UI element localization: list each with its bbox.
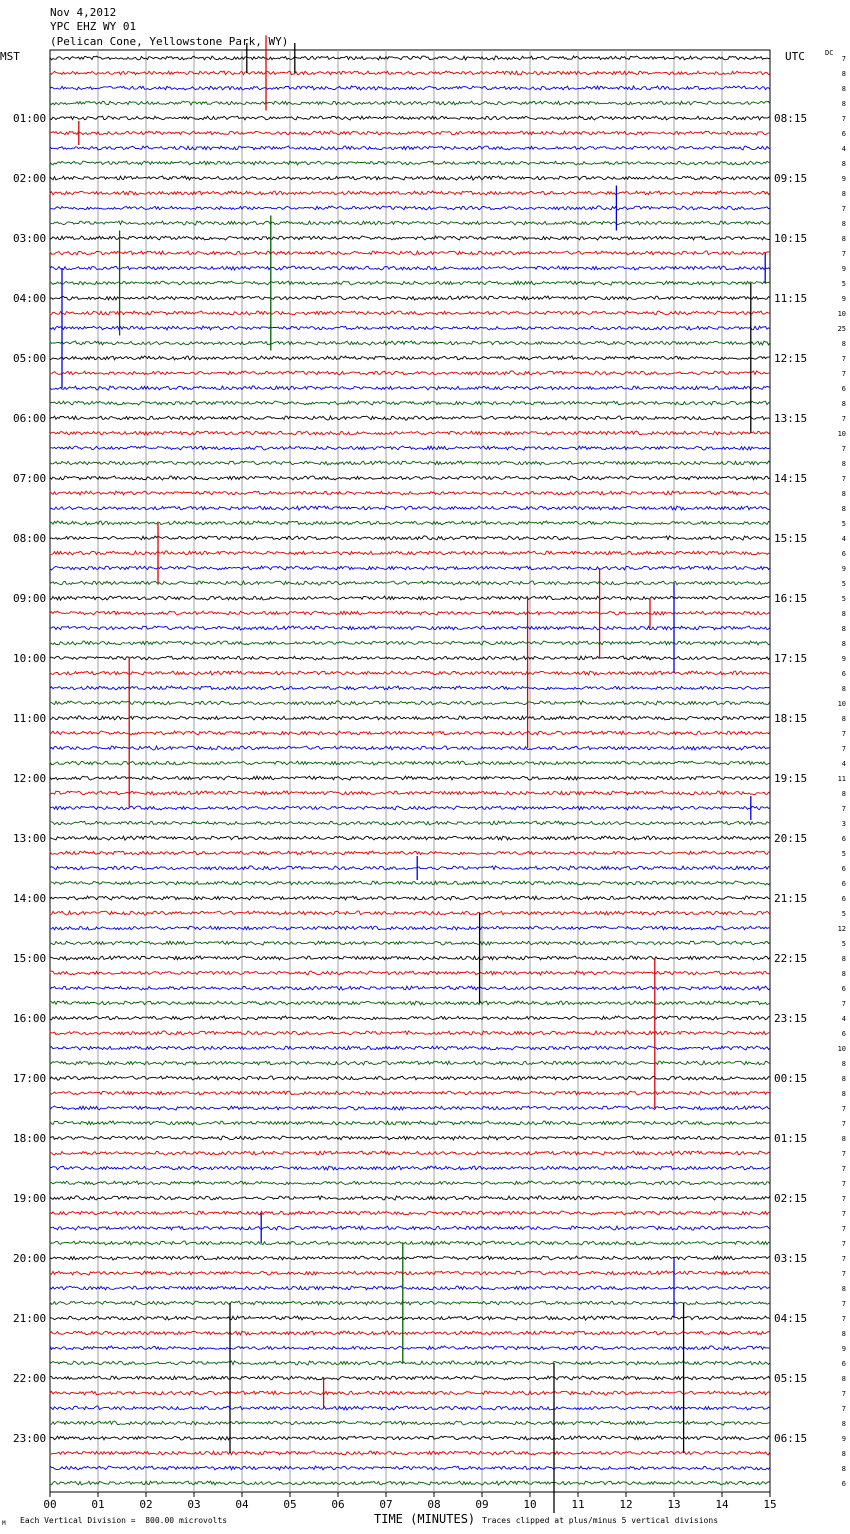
dc-offset-value: 9 bbox=[841, 295, 846, 303]
dc-offset-value: 6 bbox=[841, 670, 846, 678]
trace-row-75 bbox=[50, 1181, 770, 1185]
dc-offset-value: 7 bbox=[841, 1225, 846, 1233]
dc-offset-value: 8 bbox=[841, 1135, 846, 1143]
dc-offset-value: 7 bbox=[841, 1105, 846, 1113]
dc-offset-value: 8 bbox=[841, 1465, 846, 1473]
x-tick-label: 03 bbox=[187, 1498, 201, 1511]
utc-hour-label: 11:15 bbox=[774, 292, 808, 305]
dc-offset-value: 8 bbox=[841, 625, 846, 633]
dc-offset-value: 7 bbox=[841, 475, 846, 483]
dc-offset-value: 7 bbox=[841, 1390, 846, 1398]
dc-offset-value: 7 bbox=[841, 415, 846, 423]
x-tick-label: 06 bbox=[331, 1498, 345, 1511]
utc-hour-label: 23:15 bbox=[774, 1012, 808, 1025]
trace-row-20 bbox=[50, 356, 770, 360]
dc-offset-value: 11 bbox=[837, 775, 846, 783]
trace-row-48 bbox=[50, 776, 770, 780]
trace-row-49 bbox=[50, 791, 770, 795]
trace-row-85 bbox=[50, 1331, 770, 1335]
trace-row-16 bbox=[50, 296, 770, 300]
mst-hour-label: 17:00 bbox=[13, 1072, 47, 1085]
trace-row-6 bbox=[50, 146, 770, 150]
station-code: YPC EHZ WY 01 bbox=[50, 20, 137, 33]
trace-row-41 bbox=[50, 671, 770, 675]
trace-row-70 bbox=[50, 1106, 770, 1110]
trace-row-51 bbox=[50, 821, 770, 825]
trace-row-67 bbox=[50, 1061, 770, 1065]
x-tick-label: 15 bbox=[763, 1498, 777, 1511]
dc-offset-value: 5 bbox=[841, 280, 846, 288]
trace-row-44 bbox=[50, 716, 770, 720]
mst-hour-label: 19:00 bbox=[13, 1192, 47, 1205]
trace-row-81 bbox=[50, 1271, 770, 1275]
utc-hour-label: 22:15 bbox=[774, 952, 808, 965]
plot-date: Nov 4,2012 bbox=[50, 6, 117, 19]
dc-offset-value: 7 bbox=[841, 1210, 846, 1218]
utc-hour-label: 00:15 bbox=[774, 1072, 808, 1085]
dc-offset-value: 7 bbox=[841, 1180, 846, 1188]
trace-row-58 bbox=[50, 926, 770, 930]
trace-row-69 bbox=[50, 1091, 770, 1095]
trace-row-18 bbox=[50, 326, 770, 330]
mst-hour-label: 06:00 bbox=[13, 412, 47, 425]
mst-hour-label: 14:00 bbox=[13, 892, 47, 905]
corner-mark: M bbox=[2, 1520, 6, 1527]
trace-row-62 bbox=[50, 986, 770, 990]
trace-row-46 bbox=[50, 746, 770, 750]
trace-row-50 bbox=[50, 806, 770, 810]
mst-hour-label: 12:00 bbox=[13, 772, 47, 785]
trace-row-61 bbox=[50, 971, 770, 975]
trace-row-93 bbox=[50, 1451, 770, 1455]
dc-offset-value: 8 bbox=[841, 1330, 846, 1338]
dc-offset-value: 4 bbox=[841, 145, 846, 153]
trace-row-14 bbox=[50, 266, 770, 270]
trace-row-74 bbox=[50, 1166, 770, 1170]
dc-offset-value: 10 bbox=[837, 700, 846, 708]
trace-row-8 bbox=[50, 176, 770, 180]
dc-offset-value: 7 bbox=[841, 1120, 846, 1128]
trace-row-22 bbox=[50, 386, 770, 390]
mst-hour-label: 18:00 bbox=[13, 1132, 47, 1145]
dc-offset-value: 8 bbox=[841, 85, 846, 93]
utc-hour-label: 17:15 bbox=[774, 652, 808, 665]
utc-axis-label: UTC bbox=[785, 50, 805, 63]
dc-offset-value: 7 bbox=[841, 370, 846, 378]
dc-offset-value: 9 bbox=[841, 1435, 846, 1443]
trace-row-79 bbox=[50, 1241, 770, 1245]
trace-row-42 bbox=[50, 686, 770, 690]
trace-row-21 bbox=[50, 371, 770, 375]
dc-offset-value: 8 bbox=[841, 160, 846, 168]
trace-row-1 bbox=[50, 71, 770, 75]
trace-row-73 bbox=[50, 1151, 770, 1155]
dc-offset-value: 7 bbox=[841, 1000, 846, 1008]
trace-row-15 bbox=[50, 281, 770, 285]
utc-hour-label: 14:15 bbox=[774, 472, 808, 485]
dc-offset-value: 6 bbox=[841, 865, 846, 873]
dc-offset-value: 7 bbox=[841, 745, 846, 753]
dc-offset-value: 9 bbox=[841, 175, 846, 183]
dc-offset-value: 9 bbox=[841, 655, 846, 663]
dc-offset-value: 3 bbox=[841, 820, 846, 828]
x-axis-label: TIME (MINUTES) bbox=[374, 1512, 476, 1526]
trace-row-88 bbox=[50, 1376, 770, 1380]
mst-hour-label: 07:00 bbox=[13, 472, 47, 485]
x-tick-label: 09 bbox=[475, 1498, 489, 1511]
trace-row-5 bbox=[50, 131, 770, 135]
trace-row-68 bbox=[50, 1076, 770, 1080]
x-tick-label: 00 bbox=[43, 1498, 57, 1511]
dc-offset-value: 8 bbox=[841, 70, 846, 78]
trace-row-92 bbox=[50, 1436, 770, 1440]
trace-row-47 bbox=[50, 761, 770, 765]
x-tick-label: 07 bbox=[379, 1498, 393, 1511]
dc-offset-value: 4 bbox=[841, 760, 846, 768]
dc-offset-value: 8 bbox=[841, 1060, 846, 1068]
trace-row-10 bbox=[50, 206, 770, 210]
dc-offset-value: 8 bbox=[841, 490, 846, 498]
utc-hour-label: 06:15 bbox=[774, 1432, 808, 1445]
dc-offset-value: 9 bbox=[841, 265, 846, 273]
dc-offset-value: 7 bbox=[841, 1195, 846, 1203]
dc-offset-value: 7 bbox=[841, 730, 846, 738]
trace-row-59 bbox=[50, 941, 770, 945]
utc-hour-label: 16:15 bbox=[774, 592, 808, 605]
utc-hour-label: 13:15 bbox=[774, 412, 808, 425]
trace-row-57 bbox=[50, 911, 770, 915]
trace-row-19 bbox=[50, 341, 770, 345]
trace-row-3 bbox=[50, 101, 770, 105]
utc-hour-label: 08:15 bbox=[774, 112, 808, 125]
dc-offset-value: 7 bbox=[841, 1315, 846, 1323]
scale-note: Each Vertical Division = 800.00 microvolts bbox=[20, 1516, 228, 1525]
trace-row-11 bbox=[50, 221, 770, 225]
trace-row-7 bbox=[50, 161, 770, 165]
trace-row-12 bbox=[50, 236, 770, 240]
trace-row-17 bbox=[50, 311, 770, 315]
dc-offset-value: 8 bbox=[841, 640, 846, 648]
dc-offset-value: 8 bbox=[841, 190, 846, 198]
trace-row-52 bbox=[50, 836, 770, 840]
mst-hour-label: 15:00 bbox=[13, 952, 47, 965]
trace-row-13 bbox=[50, 251, 770, 255]
dc-offset-value: 12 bbox=[837, 925, 846, 933]
dc-offset-value: 6 bbox=[841, 895, 846, 903]
dc-offset-value: 7 bbox=[841, 205, 846, 213]
dc-offset-value: 8 bbox=[841, 685, 846, 693]
x-tick-label: 05 bbox=[283, 1498, 297, 1511]
trace-row-64 bbox=[50, 1016, 770, 1020]
trace-row-78 bbox=[50, 1226, 770, 1230]
dc-offset-value: 8 bbox=[841, 505, 846, 513]
dc-offset-value: 7 bbox=[841, 1405, 846, 1413]
mst-hour-label: 20:00 bbox=[13, 1252, 47, 1265]
utc-hour-label: 04:15 bbox=[774, 1312, 808, 1325]
dc-offset-value: 8 bbox=[841, 1420, 846, 1428]
trace-row-90 bbox=[50, 1406, 770, 1410]
x-tick-label: 13 bbox=[667, 1498, 681, 1511]
utc-hour-label: 20:15 bbox=[774, 832, 808, 845]
utc-hour-label: 09:15 bbox=[774, 172, 808, 185]
dc-offset-value: 5 bbox=[841, 580, 846, 588]
utc-hour-label: 21:15 bbox=[774, 892, 808, 905]
trace-row-26 bbox=[50, 446, 770, 450]
dc-offset-value: 6 bbox=[841, 1360, 846, 1368]
x-tick-label: 14 bbox=[715, 1498, 729, 1511]
trace-row-2 bbox=[50, 86, 770, 90]
dc-offset-value: 8 bbox=[841, 100, 846, 108]
trace-row-84 bbox=[50, 1316, 770, 1320]
dc-offset-value: 9 bbox=[841, 1345, 846, 1353]
mst-hour-label: 08:00 bbox=[13, 532, 47, 545]
dc-offset-value: 10 bbox=[837, 430, 846, 438]
trace-row-80 bbox=[50, 1256, 770, 1260]
trace-row-82 bbox=[50, 1286, 770, 1290]
dc-offset-value: 7 bbox=[841, 1255, 846, 1263]
trace-row-63 bbox=[50, 1001, 770, 1005]
dc-offset-value: 6 bbox=[841, 385, 846, 393]
dc-offset-value: 10 bbox=[837, 1045, 846, 1053]
mst-hour-label: 13:00 bbox=[13, 832, 47, 845]
dc-offset-value: 5 bbox=[841, 940, 846, 948]
trace-row-29 bbox=[50, 491, 770, 495]
dc-offset-value: 7 bbox=[841, 115, 846, 123]
trace-row-30 bbox=[50, 506, 770, 510]
dc-offset-value: 10 bbox=[837, 310, 846, 318]
dc-offset-value: 7 bbox=[841, 55, 846, 63]
utc-hour-label: 05:15 bbox=[774, 1372, 808, 1385]
dc-offset-value: 8 bbox=[841, 340, 846, 348]
dc-offset-value: 5 bbox=[841, 520, 846, 528]
dc-offset-value: 7 bbox=[841, 1150, 846, 1158]
dc-offset-value: 8 bbox=[841, 610, 846, 618]
trace-row-95 bbox=[50, 1481, 770, 1485]
dc-offset-value: 4 bbox=[841, 535, 846, 543]
trace-row-36 bbox=[50, 596, 770, 600]
mst-hour-label: 10:00 bbox=[13, 652, 47, 665]
utc-hour-label: 18:15 bbox=[774, 712, 808, 725]
trace-row-76 bbox=[50, 1196, 770, 1200]
trace-row-4 bbox=[50, 116, 770, 120]
dc-offset-value: 5 bbox=[841, 910, 846, 918]
trace-row-83 bbox=[50, 1301, 770, 1305]
trace-row-91 bbox=[50, 1421, 770, 1425]
dc-offset-value: 6 bbox=[841, 550, 846, 558]
dc-offset-value: 7 bbox=[841, 445, 846, 453]
trace-row-43 bbox=[50, 701, 770, 705]
mst-hour-label: 02:00 bbox=[13, 172, 47, 185]
dc-offset-value: 6 bbox=[841, 880, 846, 888]
trace-row-24 bbox=[50, 416, 770, 420]
mst-hour-label: 11:00 bbox=[13, 712, 47, 725]
dc-offset-value: 6 bbox=[841, 835, 846, 843]
mst-hour-label: 01:00 bbox=[13, 112, 47, 125]
trace-row-87 bbox=[50, 1361, 770, 1365]
trace-row-89 bbox=[50, 1391, 770, 1395]
utc-hour-label: 03:15 bbox=[774, 1252, 808, 1265]
dc-offset-value: 7 bbox=[841, 805, 846, 813]
trace-row-39 bbox=[50, 641, 770, 645]
trace-row-25 bbox=[50, 431, 770, 435]
trace-row-56 bbox=[50, 896, 770, 900]
dc-offset-value: 8 bbox=[841, 1450, 846, 1458]
trace-row-28 bbox=[50, 476, 770, 480]
dc-offset-value: 7 bbox=[841, 1240, 846, 1248]
mst-hour-label: 16:00 bbox=[13, 1012, 47, 1025]
trace-row-27 bbox=[50, 461, 770, 465]
trace-row-66 bbox=[50, 1046, 770, 1050]
trace-row-72 bbox=[50, 1136, 770, 1140]
dc-offset-value: 7 bbox=[841, 250, 846, 258]
x-tick-label: 04 bbox=[235, 1498, 249, 1511]
dc-offset-value: 5 bbox=[841, 595, 846, 603]
trace-row-9 bbox=[50, 191, 770, 195]
clip-note: Traces clipped at plus/minus 5 vertical divisions bbox=[482, 1516, 719, 1525]
dc-offset-value: 6 bbox=[841, 130, 846, 138]
dc-offset-value: 8 bbox=[841, 1090, 846, 1098]
x-tick-label: 10 bbox=[523, 1498, 537, 1511]
dc-column-label: DC bbox=[825, 49, 834, 57]
dc-offset-value: 25 bbox=[837, 325, 846, 333]
trace-row-54 bbox=[50, 866, 770, 870]
x-tick-label: 12 bbox=[619, 1498, 633, 1511]
trace-row-37 bbox=[50, 611, 770, 615]
dc-offset-value: 8 bbox=[841, 790, 846, 798]
dc-offset-value: 8 bbox=[841, 1375, 846, 1383]
dc-offset-value: 8 bbox=[841, 715, 846, 723]
utc-hour-label: 19:15 bbox=[774, 772, 808, 785]
trace-row-71 bbox=[50, 1121, 770, 1125]
trace-row-45 bbox=[50, 731, 770, 735]
dc-offset-value: 6 bbox=[841, 985, 846, 993]
dc-offset-value: 5 bbox=[841, 850, 846, 858]
trace-row-0 bbox=[50, 56, 770, 60]
dc-offset-value: 7 bbox=[841, 1300, 846, 1308]
dc-offset-value: 8 bbox=[841, 1285, 846, 1293]
dc-offset-value: 8 bbox=[841, 235, 846, 243]
mst-hour-label: 23:00 bbox=[13, 1432, 47, 1445]
trace-row-86 bbox=[50, 1346, 770, 1350]
trace-row-40 bbox=[50, 656, 770, 660]
station-location: (Pelican Cone, Yellowstone Park, WY) bbox=[50, 35, 289, 48]
mst-hour-label: 09:00 bbox=[13, 592, 47, 605]
mst-hour-label: 22:00 bbox=[13, 1372, 47, 1385]
trace-row-23 bbox=[50, 401, 770, 405]
x-tick-label: 08 bbox=[427, 1498, 441, 1511]
dc-offset-value: 6 bbox=[841, 1480, 846, 1488]
trace-row-53 bbox=[50, 851, 770, 855]
trace-row-65 bbox=[50, 1031, 770, 1035]
trace-row-38 bbox=[50, 626, 770, 630]
dc-offset-value: 9 bbox=[841, 565, 846, 573]
dc-offset-value: 4 bbox=[841, 1015, 846, 1023]
dc-offset-value: 8 bbox=[841, 955, 846, 963]
utc-hour-label: 15:15 bbox=[774, 532, 808, 545]
dc-offset-value: 8 bbox=[841, 1075, 846, 1083]
x-tick-label: 11 bbox=[571, 1498, 585, 1511]
mst-hour-label: 03:00 bbox=[13, 232, 47, 245]
dc-offset-value: 7 bbox=[841, 355, 846, 363]
trace-row-94 bbox=[50, 1466, 770, 1470]
mst-hour-label: 05:00 bbox=[13, 352, 47, 365]
dc-offset-value: 8 bbox=[841, 400, 846, 408]
x-tick-label: 02 bbox=[139, 1498, 153, 1511]
trace-row-77 bbox=[50, 1211, 770, 1215]
utc-hour-label: 01:15 bbox=[774, 1132, 808, 1145]
dc-offset-value: 8 bbox=[841, 970, 846, 978]
mst-hour-label: 21:00 bbox=[13, 1312, 47, 1325]
dc-offset-value: 8 bbox=[841, 220, 846, 228]
mst-hour-label: 04:00 bbox=[13, 292, 47, 305]
dc-offset-value: 7 bbox=[841, 1270, 846, 1278]
mst-axis-label: MST bbox=[0, 50, 20, 63]
trace-row-60 bbox=[50, 956, 770, 960]
dc-offset-value: 6 bbox=[841, 1030, 846, 1038]
dc-offset-value: 7 bbox=[841, 1165, 846, 1173]
utc-hour-label: 02:15 bbox=[774, 1192, 808, 1205]
x-tick-label: 01 bbox=[91, 1498, 105, 1511]
dc-offset-value: 8 bbox=[841, 460, 846, 468]
utc-hour-label: 12:15 bbox=[774, 352, 808, 365]
trace-row-55 bbox=[50, 881, 770, 885]
utc-hour-label: 10:15 bbox=[774, 232, 808, 245]
